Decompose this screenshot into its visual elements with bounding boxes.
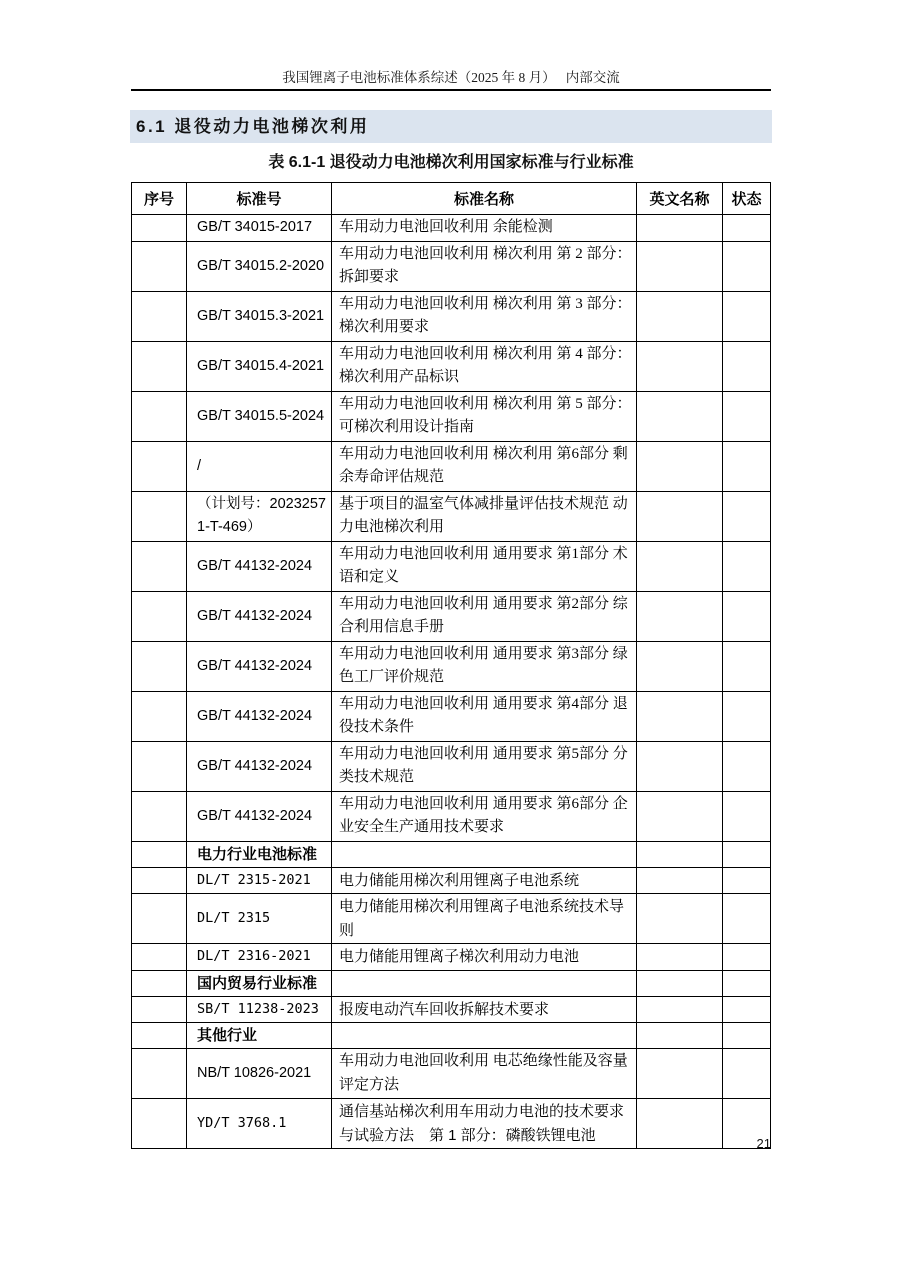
cell-en <box>637 996 723 1023</box>
table-row <box>132 215 771 242</box>
cell-code: 其他行业 <box>187 1023 332 1049</box>
cell-code: GB/T 44132-2024 <box>187 641 332 691</box>
cell-code: GB/T 44132-2024 <box>187 691 332 741</box>
cell-en <box>637 741 723 791</box>
cell-code: / <box>187 441 332 491</box>
cell-seq <box>132 996 187 1023</box>
table-row <box>132 291 771 341</box>
table-row <box>132 841 771 867</box>
cell-name: 车用动力电池回收利用 电芯绝缘性能及容量评定方法 <box>332 1049 637 1099</box>
cell-status <box>723 944 771 971</box>
cell-code: GB/T 34015.5-2024 <box>187 391 332 441</box>
table-row <box>132 641 771 691</box>
cell-name: 报废电动汽车回收拆解技术要求 <box>332 996 637 1023</box>
cell-code: GB/T 34015-2017 <box>187 215 332 242</box>
cell-en <box>637 591 723 641</box>
cell-code: GB/T 34015.4-2021 <box>187 341 332 391</box>
header-cell-name: 标准名称 <box>332 183 637 215</box>
cell-status <box>723 291 771 341</box>
cell-status <box>723 1023 771 1049</box>
header-cell-status: 状态 <box>723 183 771 215</box>
table-row <box>132 1023 771 1049</box>
header-cell-en: 英文名称 <box>637 183 723 215</box>
cell-code: GB/T 44132-2024 <box>187 591 332 641</box>
table-row <box>132 341 771 391</box>
cell-code: SB/T 11238-2023 <box>187 996 332 1023</box>
cell-name <box>332 1023 637 1049</box>
cell-status <box>723 791 771 841</box>
cell-en <box>637 1023 723 1049</box>
cell-code: GB/T 44132-2024 <box>187 741 332 791</box>
header-cell-code: 标准号 <box>187 183 332 215</box>
cell-seq <box>132 591 187 641</box>
cell-name: 车用动力电池回收利用 通用要求 第6部分 企业安全生产通用技术要求 <box>332 791 637 841</box>
table-row <box>132 741 771 791</box>
cell-en <box>637 791 723 841</box>
table-row <box>132 970 771 996</box>
cell-code: NB/T 10826-2021 <box>187 1049 332 1099</box>
page-number: 21 <box>756 1136 771 1151</box>
cell-name: 车用动力电池回收利用 通用要求 第3部分 绿色工厂评价规范 <box>332 641 637 691</box>
cell-en <box>637 894 723 944</box>
cell-seq <box>132 291 187 341</box>
cell-seq <box>132 491 187 541</box>
cell-name: 车用动力电池回收利用 梯次利用 第 2 部分：拆卸要求 <box>332 241 637 291</box>
cell-name: 车用动力电池回收利用 梯次利用 第 4 部分：梯次利用产品标识 <box>332 341 637 391</box>
table-row <box>132 541 771 591</box>
cell-status <box>723 341 771 391</box>
cell-seq <box>132 970 187 996</box>
cell-name: 电力储能用梯次利用锂离子电池系统技术导则 <box>332 894 637 944</box>
cell-code: 电力行业电池标准 <box>187 841 332 867</box>
document-header-text: 我国锂离子电池标准体系综述（2025 年 8 月） 内部交流 <box>282 70 620 85</box>
cell-status <box>723 996 771 1023</box>
cell-en <box>637 391 723 441</box>
cell-code: 国内贸易行业标准 <box>187 970 332 996</box>
cell-name: 电力储能用梯次利用锂离子电池系统 <box>332 867 637 894</box>
cell-status <box>723 391 771 441</box>
cell-seq <box>132 944 187 971</box>
cell-name: 车用动力电池回收利用 梯次利用 第 5 部分：可梯次利用设计指南 <box>332 391 637 441</box>
cell-code: GB/T 44132-2024 <box>187 541 332 591</box>
cell-seq <box>132 541 187 591</box>
cell-en <box>637 970 723 996</box>
table-row <box>132 996 771 1023</box>
cell-status <box>723 215 771 242</box>
cell-seq <box>132 391 187 441</box>
cell-name <box>332 970 637 996</box>
cell-status <box>723 591 771 641</box>
cell-seq <box>132 867 187 894</box>
table-row <box>132 591 771 641</box>
cell-seq <box>132 241 187 291</box>
cell-en <box>637 241 723 291</box>
cell-name: 车用动力电池回收利用 通用要求 第4部分 退役技术条件 <box>332 691 637 741</box>
cell-en <box>637 867 723 894</box>
table-row <box>132 1049 771 1099</box>
cell-code: GB/T 44132-2024 <box>187 791 332 841</box>
cell-seq <box>132 641 187 691</box>
cell-seq <box>132 894 187 944</box>
table-row <box>132 441 771 491</box>
cell-en <box>637 341 723 391</box>
cell-code: GB/T 34015.2-2020 <box>187 241 332 291</box>
cell-name: 通信基站梯次利用车用动力电池的技术要求与试验方法 第 1 部分：磷酸铁锂电池 <box>332 1099 637 1149</box>
header-cell-seq: 序号 <box>132 183 187 215</box>
cell-status <box>723 894 771 944</box>
cell-name: 车用动力电池回收利用 梯次利用 第 3 部分：梯次利用要求 <box>332 291 637 341</box>
cell-status <box>723 241 771 291</box>
table-title: 表 6.1-1 退役动力电池梯次利用国家标准与行业标准 <box>268 154 634 171</box>
cell-status <box>723 841 771 867</box>
cell-status <box>723 691 771 741</box>
cell-status <box>723 491 771 541</box>
cell-name: 车用动力电池回收利用 通用要求 第1部分 术语和定义 <box>332 541 637 591</box>
cell-status <box>723 541 771 591</box>
table-row <box>132 691 771 741</box>
cell-name: 车用动力电池回收利用 通用要求 第2部分 综合利用信息手册 <box>332 591 637 641</box>
cell-status <box>723 641 771 691</box>
cell-name: 电力储能用锂离子梯次利用动力电池 <box>332 944 637 971</box>
table-row <box>132 391 771 441</box>
cell-code: DL/T 2315 <box>187 894 332 944</box>
section-heading: 6.1 退役动力电池梯次利用 <box>130 110 772 143</box>
cell-code: YD/T 3768.1 <box>187 1099 332 1149</box>
table-body <box>132 215 771 1149</box>
cell-en <box>637 491 723 541</box>
cell-status <box>723 867 771 894</box>
cell-seq <box>132 791 187 841</box>
cell-en <box>637 541 723 591</box>
cell-status <box>723 1049 771 1099</box>
table-row <box>132 491 771 541</box>
cell-seq <box>132 841 187 867</box>
cell-en <box>637 215 723 242</box>
cell-status <box>723 970 771 996</box>
table-row <box>132 894 771 944</box>
cell-name: 基于项目的温室气体减排量评估技术规范 动力电池梯次利用 <box>332 491 637 541</box>
cell-name: 车用动力电池回收利用 余能检测 <box>332 215 637 242</box>
cell-name: 车用动力电池回收利用 梯次利用 第6部分 剩余寿命评估规范 <box>332 441 637 491</box>
cell-seq <box>132 441 187 491</box>
cell-status <box>723 441 771 491</box>
table-row <box>132 241 771 291</box>
cell-code: GB/T 34015.3-2021 <box>187 291 332 341</box>
cell-seq <box>132 1049 187 1099</box>
header-divider-line <box>131 89 771 91</box>
cell-code: DL/T 2315-2021 <box>187 867 332 894</box>
table-header-row <box>132 183 771 215</box>
cell-code: （计划号：20232571-T-469） <box>187 491 332 541</box>
cell-en <box>637 641 723 691</box>
cell-en <box>637 441 723 491</box>
cell-seq <box>132 691 187 741</box>
cell-en <box>637 691 723 741</box>
cell-code: DL/T 2316-2021 <box>187 944 332 971</box>
cell-seq <box>132 341 187 391</box>
cell-seq <box>132 215 187 242</box>
cell-en <box>637 841 723 867</box>
cell-status <box>723 741 771 791</box>
table-row <box>132 944 771 971</box>
table-row <box>132 791 771 841</box>
cell-name: 车用动力电池回收利用 通用要求 第5部分 分类技术规范 <box>332 741 637 791</box>
table-row <box>132 867 771 894</box>
cell-seq <box>132 741 187 791</box>
cell-en <box>637 1049 723 1099</box>
cell-seq <box>132 1023 187 1049</box>
cell-en <box>637 944 723 971</box>
standards-table <box>131 182 771 1149</box>
cell-en <box>637 291 723 341</box>
cell-name <box>332 841 637 867</box>
